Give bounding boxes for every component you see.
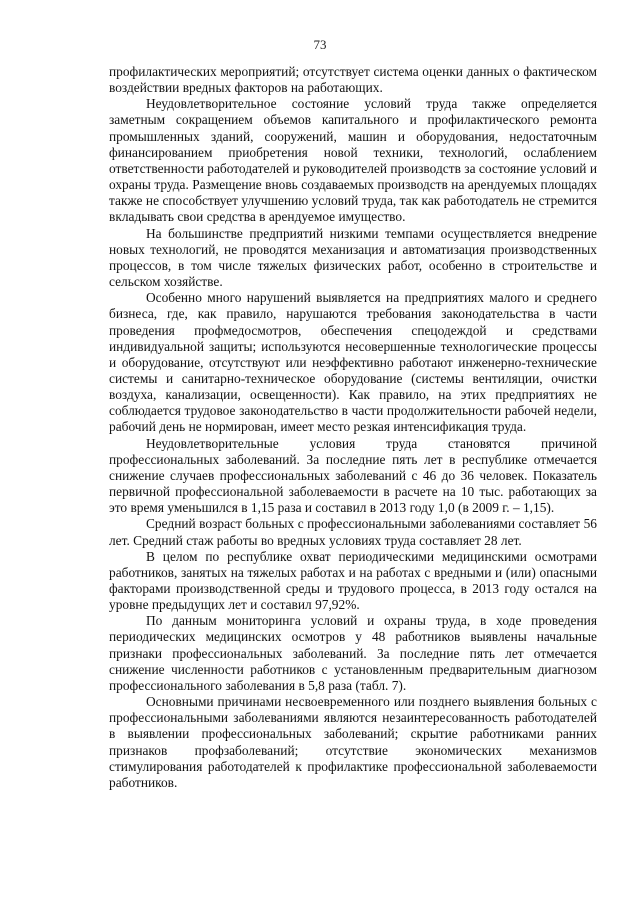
page-number: 73 — [313, 37, 327, 52]
paragraph: В целом по республике охват периодическими медицинскими осмотрами работников, занятых на тяжелых работах и на работах с вредными и (или) опасными факторами производственной среды и трудового процесса, в 2013 году остался на уровне предыдущих лет и составил 97,92%. — [109, 548, 597, 613]
paragraph: Средний возраст больных с профессиональными заболеваниями составляет 56 лет. Средний стаж работы во вредных условиях труда составляет 28 лет. — [109, 516, 597, 548]
paragraph: На большинстве предприятий низкими темпами осуществляется внедрение новых технологий, не проводятся механизация и автоматизация производственных процессов, в том числе тяжелых физических работ, особенно в строительстве и сельском хозяйстве. — [109, 225, 597, 290]
paragraph: Неудовлетворительное состояние условий труда также определяется заметным сокращением объемов капитального и профилактического ремонта промышленных зданий, сооружений, машин и оборудования, недостаточным финансированием приобретения новой техники, технологий, ослаблением ответственности работодателей и руководителей производств за состояние условий и охраны труда. Размещение вновь создаваемых производств на арендуемых площадях также не способствует улучшению условий труда, так как работодатель не стремится вкладывать свои средства в арендуемое имущество. — [109, 96, 597, 225]
paragraph: Неудовлетворительные условия труда становятся причиной профессиональных заболеваний. За последние пять лет в республике отмечается снижение случаев профессиональных заболеваний с 46 до 36 человек. Показатель первичной профессиональной заболеваемости в расчете на 10 тыс. работающих за это время уменьшился в 1,15 раза и составил в 2013 году 1,0 (в 2009 г. – 1,15). — [109, 435, 597, 516]
paragraph: Основными причинами несвоевременного или позднего выявления больных с профессиональными заболеваниями являются незаинтересованность работодателей в выявлении профессиональных заболеваний; скрытие работниками ранних признаков профзаболеваний; отсутствие экономических механизмов стимулирования работодателей к профилактике профессиональной заболеваемости работников. — [109, 694, 597, 790]
paragraph: Особенно много нарушений выявляется на предприятиях малого и среднего бизнеса, где, как правило, нарушаются требования законодательства в части проведения профмедосмотров, обеспечения спецодеждой и средствами индивидуальной защиты; используются несовершенные технологические процессы и оборудование, отсутствуют или неэффективно работают инженерно-технические системы и санитарно-техническое оборудование (системы вентиляции, очистки воздуха, канализации, освещенности). Как правило, на этих предприятиях не соблюдается трудовое законодательство в части продолжительности рабочей недели, рабочий день не нормирован, имеет место резкая интенсификация труда. — [109, 290, 597, 435]
paragraph: По данным мониторинга условий и охраны труда, в ходе проведения периодических медицинских осмотров у 48 работников выявлены начальные признаки профессиональных заболеваний. За последние пять лет отмечается снижение численности работников с установленным предварительным диагнозом профессионального заболевания в 5,8 раза (табл. 7). — [109, 613, 597, 693]
paragraph-continuation: профилактических мероприятий; отсутствует система оценки данных о фактическом воздействии вредных факторов на работающих. — [109, 64, 597, 96]
text-body — [109, 64, 597, 791]
